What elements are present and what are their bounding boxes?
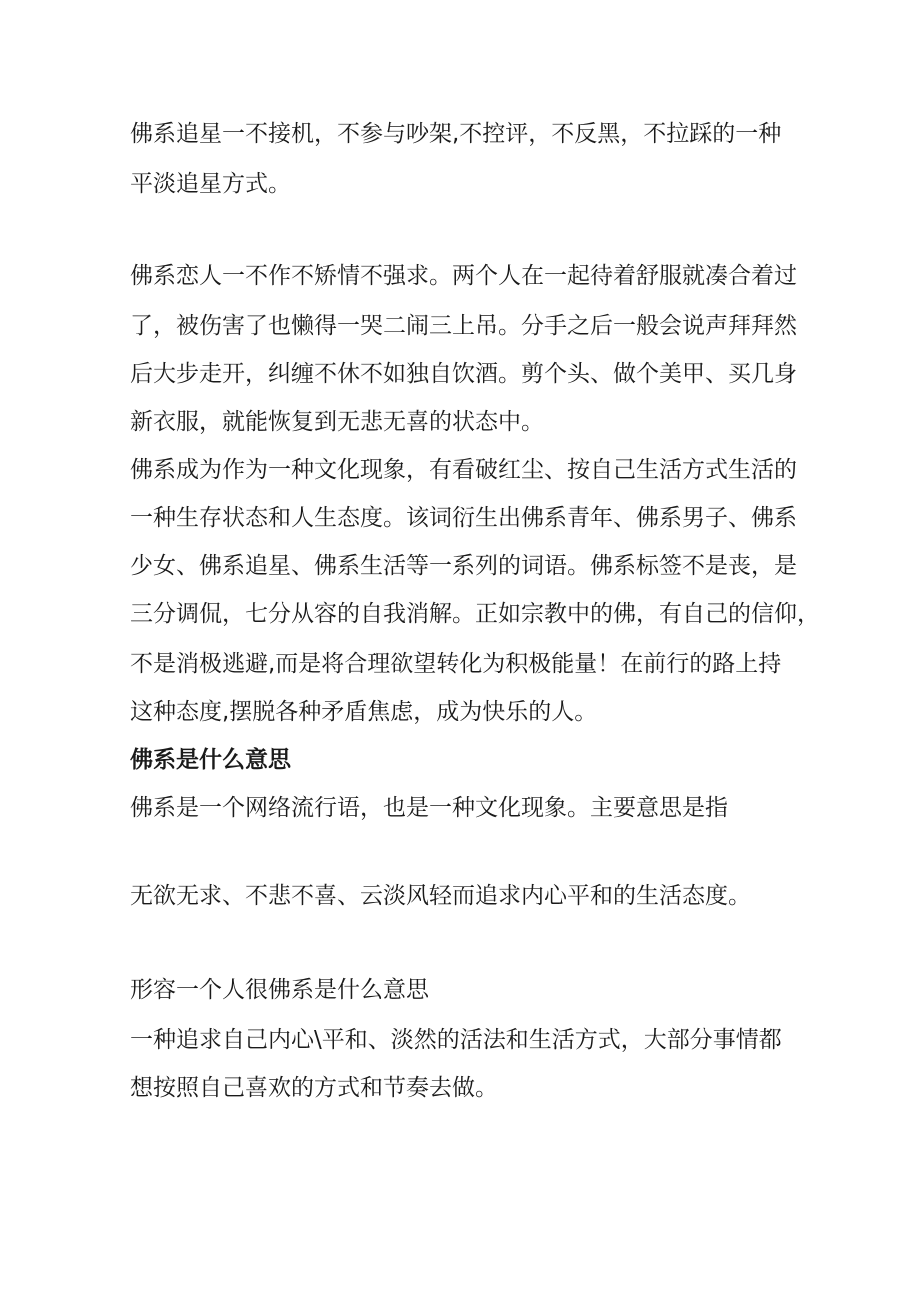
paragraph-line: 想按照自己喜欢的方式和节奏去做。 — [130, 1075, 498, 1101]
document-page — [130, 0, 820, 1301]
paragraph-line: 佛系是一个网络流行语，也是一种文化现象。主要意思是指 — [130, 795, 728, 821]
paragraph-line: 一种追求自己内心\平和、淡然的活法和生活方式，大部分事情都 — [130, 1027, 782, 1053]
paragraph-line: 佛系成为作为一种文化现象，有看破红尘、按自己生活方式生活的 — [130, 457, 797, 483]
paragraph-line: 这种态度,摆脱各种矛盾焦虑，成为快乐的人。 — [130, 699, 598, 725]
paragraph-line: 无欲无求、不悲不喜、云淡风轻而追求内心平和的生活态度。 — [130, 883, 751, 909]
paragraph-line: 少女、佛系追星、佛系生活等一系列的词语。佛系标签不是丧，是 — [130, 553, 797, 579]
subheading: 形容一个人很佛系是什么意思 — [130, 977, 429, 1003]
paragraph-line: 平淡追星方式。 — [130, 171, 291, 197]
paragraph-line: 不是消极逃避,而是将合理欲望转化为积极能量！在前行的路上持 — [130, 651, 782, 677]
paragraph-line: 佛系恋人一不作不矫情不强求。两个人在一起待着舒服就凑合着过 — [130, 263, 797, 289]
paragraph-line: 佛系追星一不接机，不参与吵架,不控评，不反黑，不拉踩的一种 — [130, 121, 782, 147]
paragraph-line: 后大步走开，纠缠不休不如独自饮酒。剪个头、做个美甲、买几身 — [130, 361, 797, 387]
paragraph-line: 新衣服，就能恢复到无悲无喜的状态中。 — [130, 409, 544, 435]
section-heading: 佛系是什么意思 — [130, 747, 291, 773]
paragraph-line: 三分调侃，七分从容的自我消解。正如宗教中的佛，有自己的信仰， — [130, 601, 820, 627]
paragraph-line: 了，被伤害了也懒得一哭二闹三上吊。分手之后一般会说声拜拜然 — [130, 313, 797, 339]
paragraph-line: 一种生存状态和人生态度。该词衍生出佛系青年、佛系男子、佛系 — [130, 505, 797, 531]
